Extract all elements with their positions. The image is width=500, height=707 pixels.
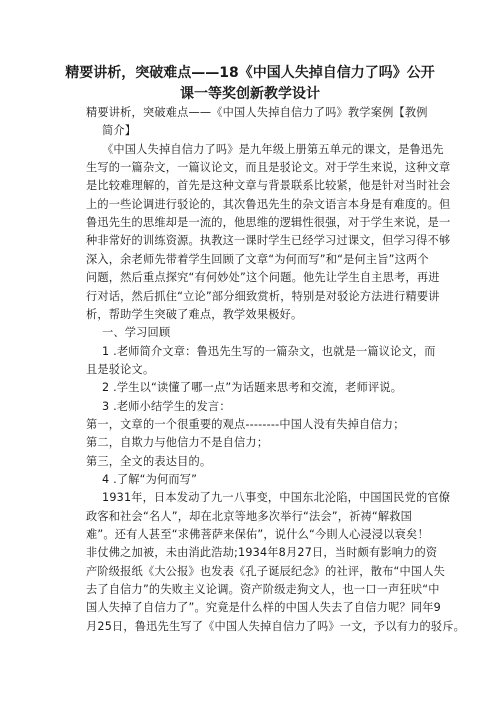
- body-line: 产阶级报纸《大公报》也发表《孔子诞辰纪念》的社评，散布“中国人失: [86, 564, 446, 578]
- body-line: 鲁迅先生的思维却是一流的，他思维的逻辑性很强，对于学生来说，是一: [86, 216, 451, 230]
- body-line: 1 .老师简介文章：鲁迅先生写的一篇杂文，也就是一篇议论文，而: [102, 344, 436, 358]
- body-line: 上的一些论调进行驳论的，其次鲁迅先生的杂文语言本身是有难度的。但: [86, 197, 451, 211]
- body-line: 第三，全文的表达目的。: [86, 454, 212, 468]
- body-line: 难”。还有人甚至“求佛菩萨来保佑”，说什么“今則人心浸浸以衰矣！: [86, 528, 429, 542]
- body-line: 去了自信力”的失败主义论调。资产阶级走狗文人，也一口一声狂吠“中: [86, 583, 440, 597]
- body-line: 深入，余老师先带着学生回顾了文章“为何而写”和“是何主旨”这两个: [86, 252, 429, 266]
- body-line: 4 .了解“为何而写”: [102, 473, 198, 486]
- body-line: 精要讲析，突破难点——《中国人失掉自信力了吗》教学案例【教例: [86, 106, 428, 119]
- body-line: 《中国人失掉自信力了吗》是九年级上册第五单元的课文，是鲁迅先: [102, 142, 444, 156]
- body-line: 是比较难理解的，首先是这种文章与背景联系比较紧，他是针对当时社会: [86, 179, 451, 193]
- body-line: 且是驳论文。: [86, 362, 155, 376]
- body-line: 2 .学生以“读懂了哪一点”为话题来思考和交流，老师评说。: [102, 381, 403, 395]
- body-line: 析，帮助学生突破了难点，教学效果极好。: [86, 307, 303, 321]
- body-line: 非仗佛之加被，未由消此浩劫;1934年8月27日，当时颇有影响力的资: [86, 546, 438, 560]
- body-line: 生写的一篇杂文，一篇议论文，而且是驳论文。对于学生来说，这种文章: [86, 161, 451, 175]
- document-title-line-2: 课一等奖创新教学设计: [180, 86, 320, 102]
- document-title-line-1: 精要讲析，突破难点——18《中国人失掉自信力了吗》公开: [65, 65, 435, 81]
- body-line: 问题，然后重点探究“有何妙处”这个问题。他先让学生自主思考，再进: [86, 271, 440, 285]
- body-line: 国人失掉了自信力了”。究竟是什么样的中国人失去了自信力呢？同年9: [86, 601, 441, 615]
- body-line: 一、学习回顾: [102, 326, 171, 340]
- body-line: 种非常好的训练资源。执教这一课时学生已经学习过课文，但学习得不够: [86, 234, 451, 248]
- body-line: 1931年，日本发动了九一八事变，中国东北沦陷，中国国民党的官僚: [102, 491, 451, 505]
- body-line: 政客和社会“名人”，却在北京等地多次举行“法会”，祈祷“解救国: [86, 509, 413, 523]
- body-line: 3 .老师小结学生的发言：: [102, 399, 231, 413]
- body-line: 简介】: [102, 124, 137, 138]
- body-line: 第二，自欺力与他信力不是自信力；: [86, 436, 269, 450]
- body-line: 行对话，然后抓住“立论”部分细致赏析，特别是对驳论方法进行精要讲: [86, 289, 440, 303]
- body-line: 月25日，鲁迅先生写了《中国人失掉自信力了吗》一文，予以有力的驳斥。: [86, 619, 466, 633]
- body-line: 第一，文章的一个很重要的观点--------中国人没有失掉自信力；: [86, 417, 405, 431]
